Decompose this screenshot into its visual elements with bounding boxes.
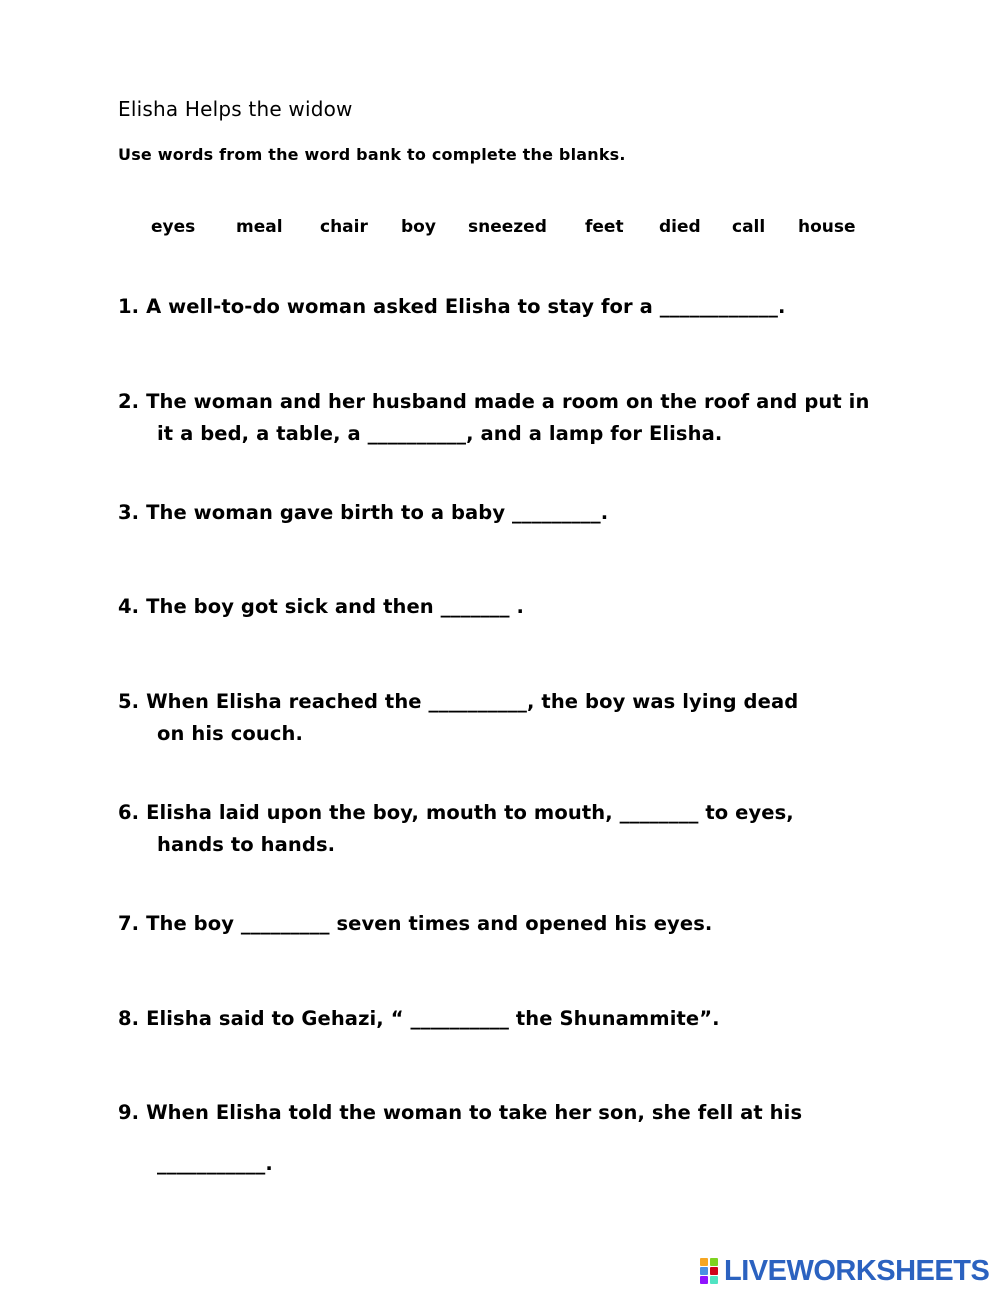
question-6-continued: hands to hands. xyxy=(157,833,336,856)
question-5: 5. When Elisha reached the __________, the boy was lying dead xyxy=(118,690,799,713)
question-4: 4. The boy got sick and then _______ . xyxy=(118,595,525,618)
word-bank-item: call xyxy=(732,217,766,237)
word-bank-item: sneezed xyxy=(468,217,547,237)
question-3: 3. The woman gave birth to a baby _________. xyxy=(118,501,609,524)
question-2-continued: it a bed, a table, a __________, and a lamp for Elisha. xyxy=(157,422,723,445)
question-9-answer-blank[interactable]: ___________. xyxy=(157,1152,273,1175)
logo-blocks-icon xyxy=(700,1258,720,1284)
liveworksheets-logo[interactable] xyxy=(700,1255,989,1287)
instructions-text: Use words from the word bank to complete the blanks. xyxy=(118,145,626,164)
logo-text: LIVEWORKSHEETS xyxy=(724,1254,990,1287)
word-bank-item: house xyxy=(798,217,856,237)
word-bank-item: eyes xyxy=(151,217,196,237)
question-7: 7. The boy _________ seven times and opened his eyes. xyxy=(118,912,713,935)
question-2: 2. The woman and her husband made a room on the roof and put in xyxy=(118,390,870,413)
word-bank-item: feet xyxy=(585,217,624,237)
question-5-continued: on his couch. xyxy=(157,722,304,745)
question-1: 1. A well-to-do woman asked Elisha to stay for a ____________. xyxy=(118,295,786,318)
word-bank-item: died xyxy=(659,217,701,237)
question-6: 6. Elisha laid upon the boy, mouth to mouth, ________ to eyes, xyxy=(118,801,794,824)
question-9: 9. When Elisha told the woman to take her son, she fell at his xyxy=(118,1101,803,1124)
word-bank-item: boy xyxy=(401,217,436,237)
question-8: 8. Elisha said to Gehazi, “ __________ the Shunammite”. xyxy=(118,1007,720,1030)
word-bank-item: meal xyxy=(236,217,283,237)
page-title: Elisha Helps the widow xyxy=(118,97,353,121)
word-bank-item: chair xyxy=(320,217,368,237)
